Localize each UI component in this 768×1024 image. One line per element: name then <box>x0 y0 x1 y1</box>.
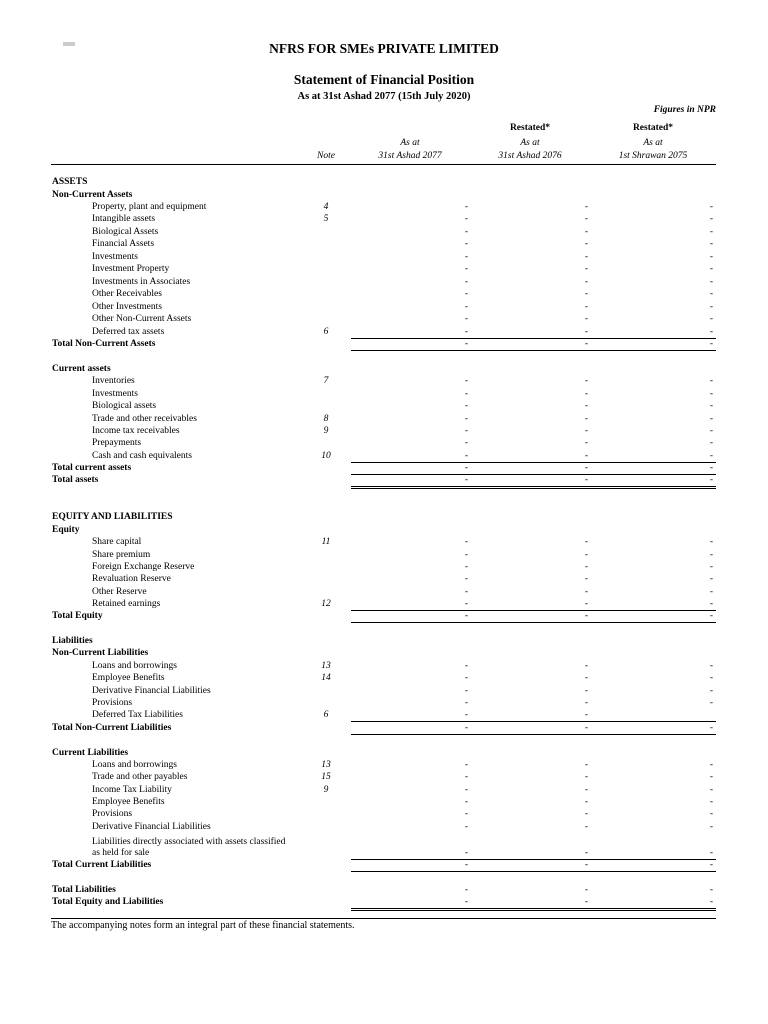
row-label: Total Current Liabilities <box>52 860 152 870</box>
value-col3: - <box>709 797 713 807</box>
line-item-row <box>0 201 768 213</box>
value-col1: - <box>464 339 468 349</box>
value-col2: - <box>584 289 588 299</box>
line-item-row <box>0 413 768 425</box>
line-item-row <box>0 437 768 449</box>
value-col1: - <box>464 277 468 287</box>
line-item-row <box>0 821 768 833</box>
row-note-ref: 5 <box>323 214 329 224</box>
value-col1: - <box>464 401 468 411</box>
value-col2: - <box>584 673 588 683</box>
value-col1: - <box>464 785 468 795</box>
total-rule <box>351 474 716 475</box>
statement-title: Statement of Financial Position <box>293 72 475 87</box>
section-row <box>0 747 768 759</box>
value-col1: - <box>464 314 468 324</box>
value-col1: - <box>464 772 468 782</box>
row-label: Current assets <box>52 364 111 374</box>
section-row <box>0 189 768 201</box>
value-col3: - <box>709 785 713 795</box>
line-item-row <box>0 238 768 250</box>
line-item-row <box>0 784 768 796</box>
value-col2: - <box>584 327 588 337</box>
value-col3: - <box>709 214 713 224</box>
row-label: EQUITY AND LIABILITIES <box>52 512 173 522</box>
value-col2: - <box>584 438 588 448</box>
value-col3: - <box>709 202 713 212</box>
value-col2: - <box>584 574 588 584</box>
line-item-row <box>0 400 768 412</box>
line-item-row <box>0 263 768 275</box>
value-col3: - <box>709 574 713 584</box>
value-col3: - <box>709 376 713 386</box>
value-col1: - <box>464 463 468 473</box>
value-col3: - <box>709 698 713 708</box>
row-note-ref: 12 <box>321 599 331 609</box>
value-col1: - <box>464 475 468 485</box>
row-label: Total Non-Current Liabilities <box>52 723 172 733</box>
value-col3: - <box>709 809 713 819</box>
value-col2: - <box>584 710 588 720</box>
value-col1: - <box>464 537 468 547</box>
line-item-row <box>0 561 768 573</box>
value-col2: - <box>584 475 588 485</box>
value-col3: - <box>709 227 713 237</box>
row-note-ref: 9 <box>323 426 329 436</box>
value-col3: - <box>709 599 713 609</box>
value-col1: - <box>464 661 468 671</box>
line-item-row <box>0 226 768 238</box>
row-note-ref: 8 <box>323 414 329 424</box>
row-note-ref: 13 <box>321 661 331 671</box>
line-item-row <box>0 771 768 783</box>
row-label: Trade and other payables <box>92 772 188 782</box>
col1-header-line1: As at <box>400 138 420 148</box>
section-row <box>0 859 768 871</box>
company-name: NFRS FOR SMEs PRIVATE LIMITED <box>269 41 499 56</box>
row-label: Investments <box>92 252 138 262</box>
row-label: Investments in Associates <box>92 277 191 287</box>
row-note-ref: 7 <box>323 376 329 386</box>
value-col2: - <box>584 797 588 807</box>
value-col1: - <box>464 389 468 399</box>
section-row <box>0 635 768 647</box>
value-col2: - <box>584 785 588 795</box>
row-note-ref: 6 <box>323 710 329 720</box>
section-row <box>0 647 768 659</box>
value-col3: - <box>709 277 713 287</box>
value-col2: - <box>584 860 588 870</box>
value-col3: - <box>709 897 713 907</box>
total-rule <box>351 721 716 722</box>
row-label: Employee Benefits <box>92 797 165 807</box>
value-col1: - <box>464 202 468 212</box>
line-item-row <box>0 573 768 585</box>
col2-header-line1: As at <box>520 138 540 148</box>
double-total-rule <box>351 910 716 911</box>
col3-header-line2: 1st Shrawan 2075 <box>618 151 688 161</box>
line-item-row <box>0 276 768 288</box>
value-col2: - <box>584 760 588 770</box>
value-col3: - <box>709 562 713 572</box>
total-rule <box>351 462 716 463</box>
note-column-header: Note <box>317 151 335 161</box>
line-item-row <box>0 672 768 684</box>
value-col2: - <box>584 339 588 349</box>
value-col2: - <box>584 897 588 907</box>
row-label: Other Investments <box>92 302 162 312</box>
value-col2: - <box>584 239 588 249</box>
value-col3: - <box>709 550 713 560</box>
value-col1: - <box>464 302 468 312</box>
value-col3: - <box>709 537 713 547</box>
value-col1: - <box>464 550 468 560</box>
line-item-row <box>0 425 768 437</box>
value-col1: - <box>464 426 468 436</box>
value-col1: - <box>464 686 468 696</box>
line-item-row <box>0 388 768 400</box>
value-col3: - <box>709 239 713 249</box>
restated-label-2075: Restated* <box>632 123 674 133</box>
value-col3: - <box>709 661 713 671</box>
value-col3: - <box>709 860 713 870</box>
value-col3: - <box>709 314 713 324</box>
row-note-ref: 14 <box>321 673 331 683</box>
value-col3: - <box>709 289 713 299</box>
line-item-row <box>0 549 768 561</box>
value-col1: - <box>464 239 468 249</box>
value-col2: - <box>584 414 588 424</box>
section-row <box>0 338 768 350</box>
value-col2: - <box>584 376 588 386</box>
row-note-ref: 11 <box>321 537 331 547</box>
line-item-row <box>0 375 768 387</box>
value-col2: - <box>584 723 588 733</box>
value-col3: - <box>709 611 713 621</box>
line-item-row <box>0 301 768 313</box>
value-col3: - <box>709 438 713 448</box>
value-col1: - <box>464 860 468 870</box>
row-label: ASSETS <box>52 177 88 187</box>
value-col2: - <box>584 401 588 411</box>
line-item-row <box>0 796 768 808</box>
value-col2: - <box>584 451 588 461</box>
value-col1: - <box>464 289 468 299</box>
row-label: Provisions <box>92 698 133 708</box>
value-col1: - <box>464 673 468 683</box>
value-col1: - <box>464 822 468 832</box>
col3-header-line1: As at <box>643 138 663 148</box>
value-col1: - <box>464 599 468 609</box>
value-col3: - <box>709 885 713 895</box>
row-label: Foreign Exchange Reserve <box>92 562 195 572</box>
total-rule <box>351 871 716 872</box>
total-rule <box>351 610 716 611</box>
value-col1: - <box>464 848 468 858</box>
value-col2: - <box>584 698 588 708</box>
value-col1: - <box>464 587 468 597</box>
value-col2: - <box>584 772 588 782</box>
value-col2: - <box>584 562 588 572</box>
row-label: Other Reserve <box>92 587 147 597</box>
row-label: Deferred tax assets <box>92 327 165 337</box>
value-col1: - <box>464 698 468 708</box>
value-col2: - <box>584 587 588 597</box>
row-label: Non-Current Liabilities <box>52 648 149 658</box>
value-col3: - <box>709 760 713 770</box>
row-label: Revaluation Reserve <box>92 574 171 584</box>
section-row <box>0 511 768 523</box>
statement-date: As at 31st Ashad 2077 (15th July 2020) <box>297 91 471 102</box>
line-item-row <box>0 313 768 325</box>
value-col3: - <box>709 686 713 696</box>
row-label: Biological assets <box>92 401 157 411</box>
value-col2: - <box>584 537 588 547</box>
row-label: Other Non-Current Assets <box>92 314 192 324</box>
value-col1: - <box>464 710 468 720</box>
row-label: Total assets <box>52 475 99 485</box>
row-label: Total Liabilities <box>52 885 116 895</box>
figures-currency-note: Figures in NPR <box>653 105 716 115</box>
value-col3: - <box>709 389 713 399</box>
value-col1: - <box>464 438 468 448</box>
row-label: Property, plant and equipment <box>92 202 207 212</box>
value-col3: - <box>709 673 713 683</box>
row-label: Current Liabilities <box>52 748 129 758</box>
row-label: Share capital <box>92 537 142 547</box>
value-col2: - <box>584 611 588 621</box>
value-col2: - <box>584 822 588 832</box>
row-label: Inventories <box>92 376 135 386</box>
row-label: Total Non-Current Assets <box>52 339 156 349</box>
row-label: Loans and borrowings <box>92 760 177 770</box>
value-col3: - <box>709 772 713 782</box>
row-label: Other Receivables <box>92 289 162 299</box>
section-row <box>0 363 768 375</box>
total-rule <box>351 859 716 860</box>
value-col1: - <box>464 562 468 572</box>
double-total-rule <box>351 486 716 487</box>
value-col3: - <box>709 339 713 349</box>
value-col1: - <box>464 376 468 386</box>
restated-label-2076: Restated* <box>509 123 551 133</box>
value-col1: - <box>464 227 468 237</box>
value-col1: - <box>464 327 468 337</box>
value-col3: - <box>709 414 713 424</box>
line-item-row <box>0 213 768 225</box>
value-col1: - <box>464 214 468 224</box>
header-rule <box>51 164 716 165</box>
value-col1: - <box>464 809 468 819</box>
row-label: Derivative Financial Liabilities <box>92 686 211 696</box>
row-label: Share premium <box>92 550 151 560</box>
value-col2: - <box>584 314 588 324</box>
footer-note: The accompanying notes form an integral part of these financial statements. <box>51 920 355 931</box>
row-note-ref: 13 <box>321 760 331 770</box>
value-col3: - <box>709 723 713 733</box>
section-row <box>0 176 768 188</box>
row-label: Financial Assets <box>92 239 155 249</box>
line-item-row <box>0 450 768 462</box>
value-col2: - <box>584 686 588 696</box>
section-row <box>0 474 768 486</box>
section-row <box>0 884 768 896</box>
row-label: as held for sale <box>92 848 150 858</box>
section-row <box>0 896 768 908</box>
value-col3: - <box>709 463 713 473</box>
row-label: Intangible assets <box>92 214 156 224</box>
value-col3: - <box>709 451 713 461</box>
col1-header-line2: 31st Ashad 2077 <box>378 151 442 161</box>
value-col2: - <box>584 463 588 473</box>
value-col2: - <box>584 252 588 262</box>
value-col2: - <box>584 277 588 287</box>
total-rule <box>351 338 716 339</box>
footer-rule <box>51 918 716 919</box>
total-rule <box>351 734 716 735</box>
row-label: Income tax receivables <box>92 426 180 436</box>
value-col2: - <box>584 885 588 895</box>
row-label: Total Equity and Liabilities <box>52 897 164 907</box>
value-col2: - <box>584 809 588 819</box>
value-col2: - <box>584 550 588 560</box>
row-note-ref: 4 <box>323 202 329 212</box>
value-col2: - <box>584 214 588 224</box>
row-note-ref: 9 <box>323 785 329 795</box>
line-item-row <box>0 660 768 672</box>
value-col3: - <box>709 426 713 436</box>
row-label: Total Equity <box>52 611 103 621</box>
row-label: Deferred Tax Liabilities <box>92 710 183 720</box>
value-col3: - <box>709 822 713 832</box>
value-col3: - <box>709 327 713 337</box>
value-col1: - <box>464 574 468 584</box>
row-label: Liabilities <box>52 636 93 646</box>
line-item-row <box>0 326 768 338</box>
value-col2: - <box>584 227 588 237</box>
total-rule <box>351 622 716 623</box>
value-col1: - <box>464 451 468 461</box>
row-label: Derivative Financial Liabilities <box>92 822 211 832</box>
value-col2: - <box>584 848 588 858</box>
value-col2: - <box>584 426 588 436</box>
value-col1: - <box>464 885 468 895</box>
value-col1: - <box>464 897 468 907</box>
line-item-row <box>0 847 768 859</box>
line-item-row <box>0 586 768 598</box>
value-col2: - <box>584 302 588 312</box>
line-item-row <box>0 808 768 820</box>
line-item-row <box>0 685 768 697</box>
value-col3: - <box>709 302 713 312</box>
row-note-ref: 6 <box>323 327 329 337</box>
value-col3: - <box>709 848 713 858</box>
row-label: Investments <box>92 389 138 399</box>
value-col1: - <box>464 414 468 424</box>
section-row <box>0 722 768 734</box>
row-label: Total current assets <box>52 463 132 473</box>
row-label: Provisions <box>92 809 133 819</box>
double-total-rule <box>351 488 716 489</box>
value-col3: - <box>709 475 713 485</box>
row-label: Liabilities directly associated with assets classified <box>92 837 286 847</box>
value-col3: - <box>709 252 713 262</box>
line-item-row <box>0 709 768 721</box>
double-total-rule <box>351 908 716 909</box>
row-label: Trade and other receivables <box>92 414 197 424</box>
line-item-row <box>0 251 768 263</box>
row-label: Retained earnings <box>92 599 161 609</box>
value-col3: - <box>709 587 713 597</box>
value-col3: - <box>709 264 713 274</box>
row-label: Cash and cash equivalents <box>92 451 192 461</box>
section-row <box>0 462 768 474</box>
value-col2: - <box>584 599 588 609</box>
row-label: Income Tax Liability <box>92 785 172 795</box>
line-item-row <box>0 598 768 610</box>
value-col2: - <box>584 264 588 274</box>
row-label: Employee Benefits <box>92 673 165 683</box>
row-label: Biological Assets <box>92 227 159 237</box>
total-rule <box>351 350 716 351</box>
row-label: Non-Current Assets <box>52 190 133 200</box>
line-item-row <box>0 536 768 548</box>
value-col1: - <box>464 797 468 807</box>
row-label: Investment Property <box>92 264 170 274</box>
value-col1: - <box>464 723 468 733</box>
row-label: Prepayments <box>92 438 142 448</box>
section-row <box>0 524 768 536</box>
value-col1: - <box>464 264 468 274</box>
col2-header-line2: 31st Ashad 2076 <box>498 151 562 161</box>
row-label: Loans and borrowings <box>92 661 177 671</box>
line-item-row <box>0 288 768 300</box>
value-col1: - <box>464 760 468 770</box>
value-col2: - <box>584 389 588 399</box>
value-col1: - <box>464 252 468 262</box>
value-col2: - <box>584 202 588 212</box>
value-col3: - <box>709 401 713 411</box>
line-item-row <box>0 697 768 709</box>
row-note-ref: 10 <box>321 451 331 461</box>
row-label: Equity <box>52 525 80 535</box>
section-row <box>0 610 768 622</box>
line-item-row <box>0 759 768 771</box>
value-col2: - <box>584 661 588 671</box>
row-note-ref: 15 <box>321 772 331 782</box>
value-col1: - <box>464 611 468 621</box>
